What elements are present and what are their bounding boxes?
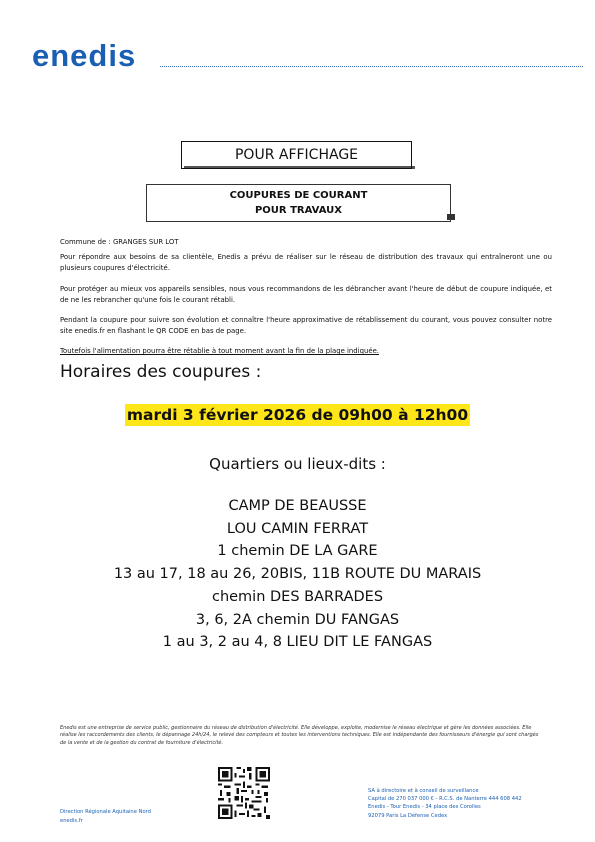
- company-address: Enedis - Tour Enedis - 34 place des Corolles: [368, 804, 481, 811]
- notice-subtitle-line2: POUR TRAVAUX: [254, 205, 343, 216]
- notice-subtitle-box: [146, 184, 451, 222]
- commune-name: GRANGES SUR LOT: [112, 238, 179, 246]
- location-item: chemin DES BARRADES: [211, 588, 384, 605]
- location-item: 1 au 3, 2 au 4, 8 LIEU DIT LE FANGAS: [162, 634, 433, 651]
- commune-label: Commune de :: [60, 238, 113, 246]
- schedule-date-wrap: [0, 405, 595, 424]
- locations-list: [0, 495, 595, 654]
- company-city: 92079 Paris La Défense Cedex: [368, 812, 448, 819]
- notice-subtitle-line1: COUPURES DE COURANT: [229, 190, 368, 201]
- enedis-logo: enedis: [32, 38, 137, 73]
- regional-direction: Direction Régionale Aquitaine Nord: [60, 809, 151, 815]
- subtitle-box-mark: [447, 214, 455, 220]
- header-divider: [160, 66, 583, 67]
- intro-warning: Toutefois l'alimentation pourra être rétablie à tout moment avant la fin de la plage indiquée.: [60, 347, 379, 355]
- location-item: LOU CAMIN FERRAT: [226, 520, 369, 537]
- commune-line: [60, 237, 552, 248]
- intro-paragraph-3: Pendant la coupure pour suivre son évolution et connaître l'heure approximative de rétablissement du courant, vous pouvez consulter notre site enedis.fr en flashant le QR CODE en bas de page.: [60, 316, 552, 335]
- intro-paragraph-2: Pour protéger au mieux vos appareils sensibles, nous vous recommandons de les débrancher avant l'heure de début de coupure indiquée, et de ne les rebrancher qu'une fois le courant rétabli.: [60, 285, 552, 304]
- footer-right: [368, 787, 548, 820]
- website-link[interactable]: enedis.fr: [60, 818, 83, 824]
- location-item: CAMP DE BEAUSSE: [228, 498, 367, 514]
- location-item: 13 au 17, 18 au 26, 20BIS, 11B ROUTE DU MARAIS: [113, 566, 482, 583]
- schedule-date: mardi 3 février 2026 de 09h00 à 12h00: [126, 406, 469, 424]
- legal-notice: Enedis est une entreprise de service public, gestionnaire du réseau de distribution d'électricité. Elle développe, exploite, modernise le réseau électrique et gère les données associées. Elle réalise les raccordements des clients, le dépannage 24h/24, le relevé des compteurs et toutes les interventions techniques. Elle est indépendante des fournisseurs d'énergie qui sont chargés de la vente et de la gestion du contrat de fourniture d'électricité.: [60, 725, 539, 746]
- locations-heading: Quartiers ou lieux-dits :: [209, 455, 386, 473]
- footer-left: [60, 808, 151, 826]
- location-item: 1 chemin DE LA GARE: [217, 543, 378, 560]
- company-capital: Capital de 270 037 000 € - R.C.S. de Nanterre 444 608 442: [368, 796, 522, 803]
- location-item: 3, 6, 2A chemin DU FANGAS: [195, 611, 400, 628]
- notice-title: POUR AFFICHAGE: [181, 141, 412, 169]
- schedule-heading: Horaires des coupures :: [60, 362, 262, 382]
- qr-code-icon[interactable]: [218, 767, 270, 819]
- company-form: SA à directoire et à conseil de surveillance: [368, 788, 479, 794]
- intro-paragraph-1: Pour répondre aux besoins de sa clientèle, Enedis a prévu de réaliser sur le réseau de distribution des travaux qui entraîneront une ou plusieurs coupures d'électricité.: [60, 253, 552, 272]
